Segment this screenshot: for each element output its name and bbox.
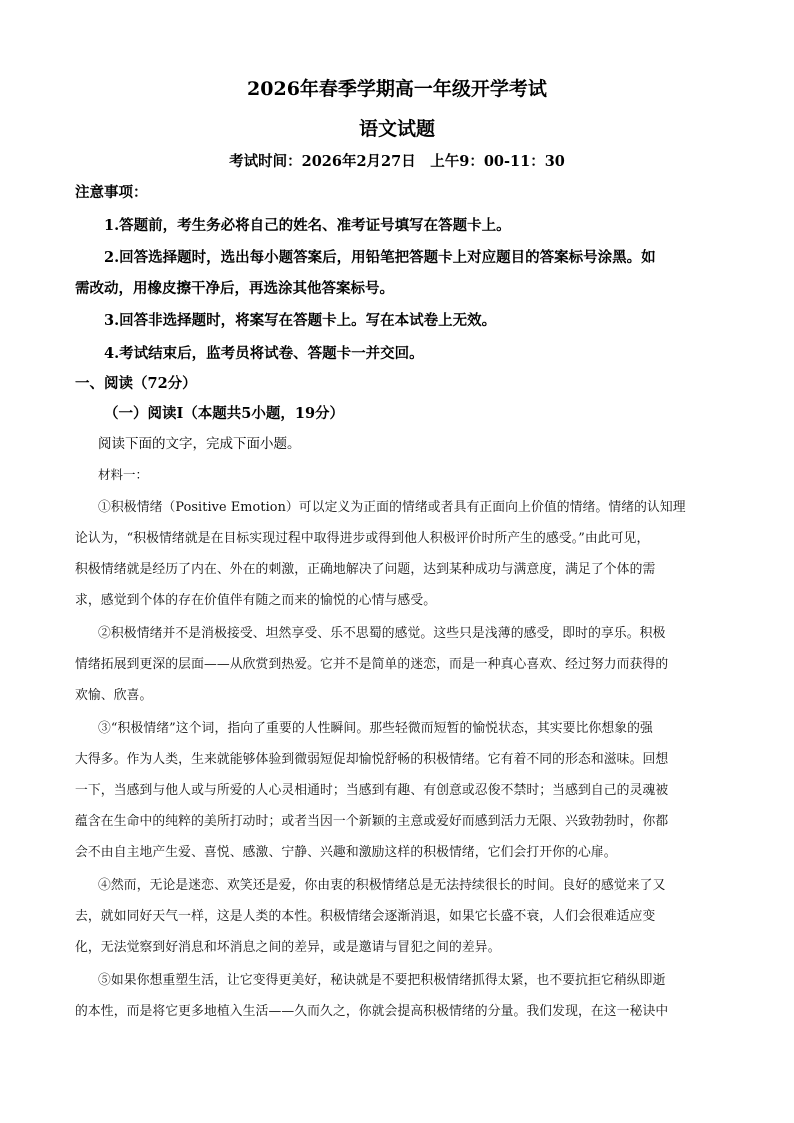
passage-line: 一下，当感到与他人或与所爱的人心灵相通时；当感到有趣、有创意或忍俊不禁时；当感到自己的灵魂被 bbox=[75, 783, 669, 798]
passage-line: 欢愉、欣喜。 bbox=[75, 688, 153, 703]
exam-subtitle: 语文试题 bbox=[358, 118, 435, 140]
notice-item-2-line-1: 2.回答选择题时，选出每小题答案后，用铅笔把答题卡上对应题目的答案标号涂黑。如 bbox=[104, 249, 656, 266]
notice-item-2-line-2: 需改动，用橡皮擦干净后，再选涂其他答案标号。 bbox=[75, 280, 394, 297]
passage-line: 积极情绪就是经历了内在、外在的刺激，正确地解决了问题，达到某种成功与满意度，满足了个体的需 bbox=[75, 562, 656, 577]
notice-item-1: 1.答题前，考生务必将自己的姓名、准考证号填写在答题卡上。 bbox=[104, 217, 511, 234]
exam-title: 2026年春季学期高一年级开学考试 bbox=[247, 78, 547, 100]
passage-line: 的本性，而是将它更多地植入生活——久而久之，你就会提高积极情绪的分量。我们发现，在这一秘诀中 bbox=[75, 1004, 669, 1019]
subsection-heading: （一）阅读Ⅰ（本题共5小题，19分） bbox=[104, 405, 345, 422]
passage-line: 蕴含在生命中的纯粹的美所打动时；或者当因一个新颖的主意或爱好而感到活力无限、兴致勃勃时，你都 bbox=[75, 814, 669, 829]
passage-line: 去，就如同好天气一样，这是人类的本性。积极情绪会逐渐消退，如果它长盛不衰，人们会很难适应变 bbox=[75, 909, 656, 924]
exam-time: 考试时间：2026年2月27日 上午9：00-11：30 bbox=[229, 153, 565, 170]
passage-line: ⑤如果你想重塑生活，让它变得更美好，秘诀就是不要把积极情绪抓得太紧，也不要抗拒它稍纵即逝 bbox=[98, 973, 666, 988]
passage-line: 化，无法觉察到好消息和坏消息之间的差异，或是邀请与冒犯之间的差异。 bbox=[75, 940, 501, 955]
reading-instruction: 阅读下面的文字，完成下面小题。 bbox=[98, 436, 301, 452]
passage-line: 会不由自主地产生爱、喜悦、感激、宁静、兴趣和激励这样的积极情绪，它们会打开你的心扉。 bbox=[75, 845, 617, 860]
material-label: 材料一： bbox=[98, 467, 149, 482]
passage-line: ①积极情绪（Positive Emotion）可以定义为正面的情绪或者具有正面向上价值的情绪。情绪的认知理 bbox=[98, 500, 686, 515]
passage-line: 情绪拓展到更深的层面——从欣赏到热爱。它并不是简单的迷恋，而是一种真心喜欢、经过努力而获得的 bbox=[75, 657, 669, 672]
passage-line: ④然而，无论是迷恋、欢笑还是爱，你由衷的积极情绪总是无法持续很长的时间。良好的感觉来了又 bbox=[98, 878, 666, 893]
notice-item-4: 4.考试结束后，监考员将试卷、答题卡一并交回。 bbox=[104, 345, 424, 362]
passage-line: 求，感觉到个体的存在价值伴有随之而来的愉悦的心情与感受。 bbox=[75, 593, 437, 608]
passage-line: 大得多。作为人类，生来就能够体验到微弱短促却愉悦舒畅的积极情绪。它有着不同的形态和滋味。回想 bbox=[75, 752, 669, 767]
notice-heading: 注意事项： bbox=[75, 184, 148, 201]
section-heading: 一、阅读（72分） bbox=[75, 375, 197, 392]
passage-line: ③“积极情绪”这个词，指向了重要的人性瞬间。那些轻微而短暂的愉悦状态，其实要比你想象的强 bbox=[98, 721, 653, 736]
notice-item-3: 3.回答非选择题时，将案写在答题卡上。写在本试卷上无效。 bbox=[104, 312, 497, 329]
passage-line: ②积极情绪并不是消极接受、坦然享受、乐不思蜀的感觉。这些只是浅薄的感受，即时的享乐。积极 bbox=[98, 626, 666, 641]
passage-line: 论认为，“积极情绪就是在目标实现过程中取得进步或得到他人积极评价时所产生的感受。”由此可见， bbox=[75, 531, 650, 546]
